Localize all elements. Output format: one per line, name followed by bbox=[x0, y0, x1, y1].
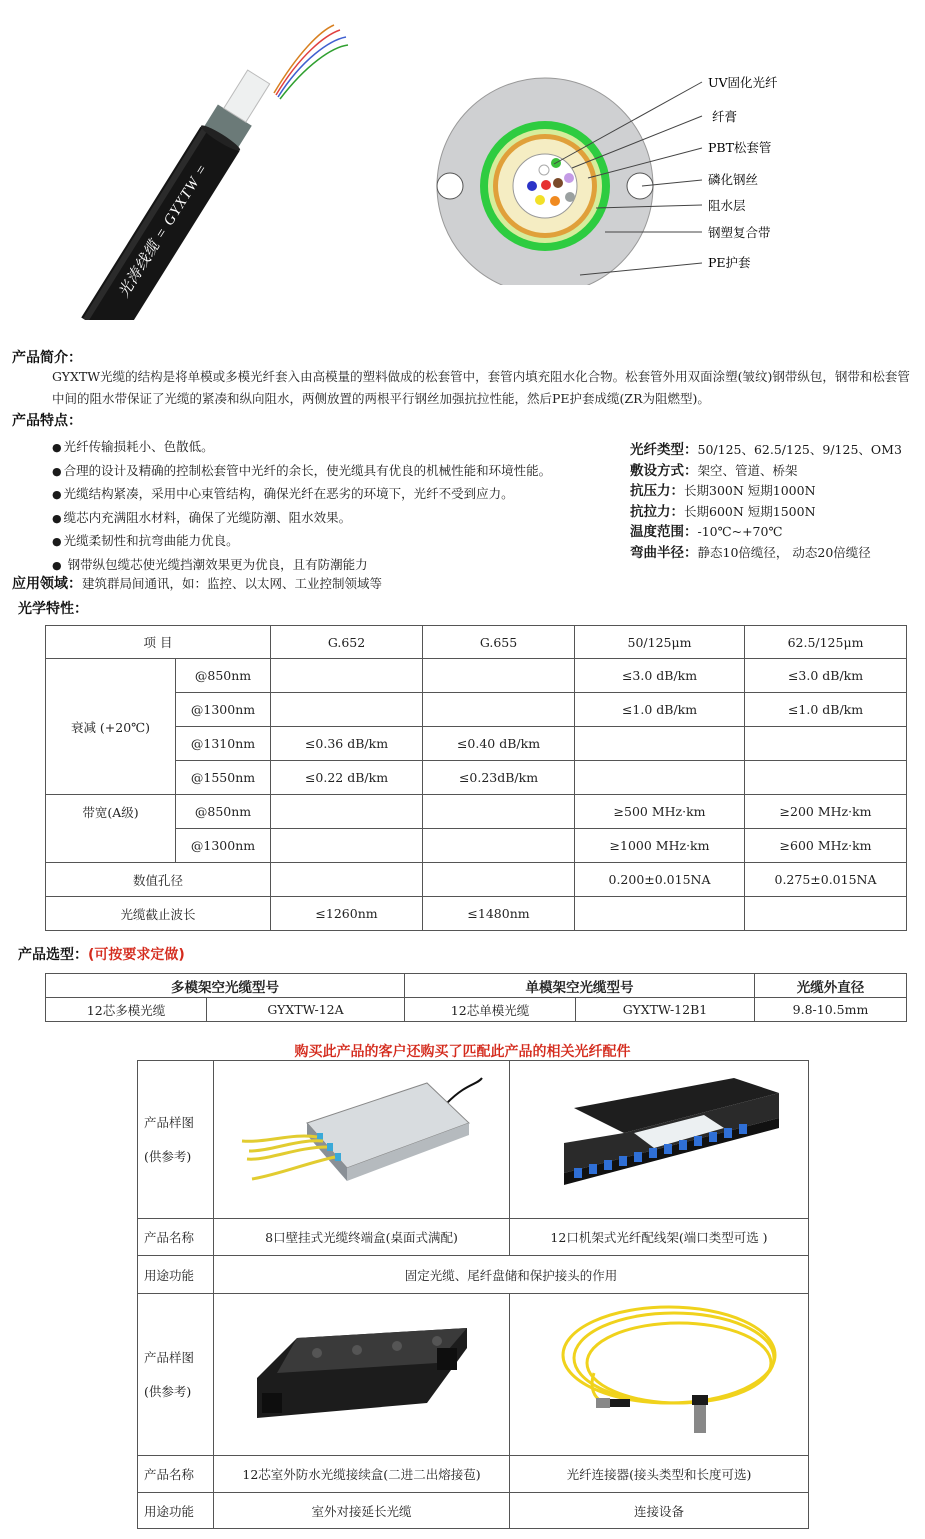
sample-sublabel: (供参考) bbox=[144, 1148, 192, 1164]
product-name-patch-panel: 12口机架式光纤配线架(端口类型可选 ) bbox=[510, 1219, 809, 1256]
table-cell: ≤0.22 dB/km bbox=[271, 761, 423, 795]
label-fiber-gel: 纤膏 bbox=[712, 109, 738, 124]
table-cell: ≤0.23dB/km bbox=[423, 761, 575, 795]
selection-title: 产品选型： bbox=[18, 947, 88, 963]
table-cell: GYXTW-12A bbox=[207, 998, 405, 1022]
spec-temperature: 温度范围：-10℃~+70℃ bbox=[630, 524, 783, 541]
spec-crush: 抗压力：长期300N 短期1000N bbox=[630, 483, 816, 500]
table-cell bbox=[745, 727, 907, 761]
spec-list bbox=[630, 440, 902, 564]
header-mm625: 62.5/125μm bbox=[745, 626, 907, 659]
patch-cord-picture bbox=[534, 1303, 784, 1443]
application-line bbox=[12, 573, 382, 593]
header-g655: G.655 bbox=[423, 626, 575, 659]
application-value: 建筑群局间通讯，如：监控、以太网、工业控制领域等 bbox=[82, 576, 383, 591]
spec-bend-radius: 弯曲半径：静态10倍缆径， 动态20倍缆径 bbox=[630, 544, 871, 561]
spec-laying: 敷设方式：架空、管道、桥架 bbox=[630, 462, 798, 479]
label-pe-sheath: PE护套 bbox=[708, 255, 751, 270]
sample-label-cell bbox=[138, 1061, 214, 1219]
attenuation-label: 衰减 (+20℃) bbox=[46, 659, 176, 795]
table-cell: @1550nm bbox=[176, 761, 271, 795]
sample-label: 产品样图 bbox=[144, 1349, 195, 1365]
product-image-patch-panel bbox=[510, 1061, 809, 1219]
table-cell: @850nm bbox=[176, 795, 271, 829]
label-steel-plastic-tape: 钢塑复合带 bbox=[708, 225, 771, 240]
use-label: 用途功能 bbox=[138, 1256, 214, 1294]
table-cell bbox=[575, 897, 745, 931]
table-cell: ≤3.0 dB/km bbox=[575, 659, 745, 693]
table-cell bbox=[423, 863, 575, 897]
optical-table bbox=[45, 625, 907, 931]
table-cell bbox=[271, 693, 423, 727]
table-cell bbox=[575, 761, 745, 795]
table-cell: ≥500 MHz·km bbox=[575, 795, 745, 829]
selection-header-mm: 多模架空光缆型号 bbox=[46, 974, 405, 998]
table-cell: ≤1.0 dB/km bbox=[575, 693, 745, 727]
cable-photo bbox=[40, 15, 370, 320]
table-cell bbox=[271, 659, 423, 693]
table-cell: GYXTW-12B1 bbox=[576, 998, 755, 1022]
table-cell: ≤1260nm bbox=[271, 897, 423, 931]
table-cell bbox=[423, 693, 575, 727]
feature-list bbox=[52, 436, 551, 578]
table-cell: @850nm bbox=[176, 659, 271, 693]
optical-title: 光学特性： bbox=[18, 601, 88, 617]
product-name-terminal-box: 8口壁挂式光缆终端盒(桌面式满配) bbox=[214, 1219, 510, 1256]
sample-label: 产品样图 bbox=[144, 1114, 195, 1130]
cutoff-label: 光缆截止波长 bbox=[46, 897, 271, 931]
spec-fiber-type: 光纤类型：50/125、62.5/125、9/125、OM3 bbox=[630, 442, 902, 458]
sample-sublabel: (供参考) bbox=[144, 1383, 192, 1399]
intro-text: GYXTW光缆的结构是将单模或多模光纤套入由高模量的塑料做成的松套管中，套管内填充阻水化合物。松套管外用双面涂塑(皱纹)钢带纵包，钢带和松套管中间的阻水带保证了光缆的紧凑和纵向阻水，两侧放置的两根平行钢丝加强抗拉性能，然后PE护套成缆(ZR为阻燃型)。 bbox=[52, 369, 910, 406]
table-cell: 12芯多模光缆 bbox=[46, 998, 207, 1022]
steel-wire-right bbox=[627, 173, 653, 199]
accessories-title: 购买此产品的客户还购买了匹配此产品的相关光纤配件 bbox=[294, 1044, 631, 1060]
fiber-strands bbox=[274, 25, 348, 99]
product-name-patch-cord: 光纤连接器(接头类型和长度可选) bbox=[510, 1456, 809, 1493]
table-cell bbox=[423, 659, 575, 693]
steel-wire-left bbox=[437, 173, 463, 199]
table-cell: 0.275±0.015NA bbox=[745, 863, 907, 897]
label-water-block: 阻水层 bbox=[708, 198, 746, 213]
aperture-label: 数值孔径 bbox=[46, 863, 271, 897]
table-cell: @1300nm bbox=[176, 829, 271, 863]
table-cell bbox=[575, 727, 745, 761]
table-cell: ≤0.36 dB/km bbox=[271, 727, 423, 761]
table-cell: 12芯单模光缆 bbox=[405, 998, 576, 1022]
table-cell bbox=[423, 829, 575, 863]
name-label: 产品名称 bbox=[138, 1219, 214, 1256]
use-block1: 固定光缆、尾纤盘储和保护接头的作用 bbox=[214, 1256, 809, 1294]
feature-item: ● 缆芯内充满阻水材料，确保了光缆防潮、阻水效果。 bbox=[52, 507, 551, 531]
table-cell: ≤3.0 dB/km bbox=[745, 659, 907, 693]
label-pbt-tube: PBT松套管 bbox=[708, 140, 772, 155]
use-label: 用途功能 bbox=[138, 1493, 214, 1529]
feature-item: ● 光缆结构紧凑，采用中心束管结构，确保光纤在恶劣的环境下，光纤不受到应力。 bbox=[52, 483, 551, 507]
table-cell bbox=[271, 863, 423, 897]
table-cell bbox=[271, 795, 423, 829]
label-uv-fiber: UV固化光纤 bbox=[708, 75, 778, 90]
label-steel-wire: 磷化钢丝 bbox=[708, 172, 759, 187]
table-cell: @1310nm bbox=[176, 727, 271, 761]
header-item: 项 目 bbox=[46, 626, 271, 659]
product-image-patch-cord bbox=[510, 1294, 809, 1456]
header-g652: G.652 bbox=[271, 626, 423, 659]
cable-print-text: 光涛线缆 = GYXTW = bbox=[116, 160, 212, 301]
bandwidth-label: 带宽(A级) bbox=[46, 795, 176, 863]
feature-item: ● 合理的设计及精确的控制松套管中光纤的余长，使光缆具有优良的机械性能和环境性能。 bbox=[52, 460, 551, 484]
cross-section-diagram bbox=[420, 60, 890, 285]
table-cell: 0.200±0.015NA bbox=[575, 863, 745, 897]
selection-heading bbox=[18, 944, 185, 964]
selection-table bbox=[45, 973, 907, 1022]
patch-panel-picture bbox=[534, 1073, 784, 1203]
accessories-table bbox=[137, 1060, 809, 1529]
terminal-box-picture bbox=[237, 1073, 487, 1203]
table-cell bbox=[745, 761, 907, 795]
name-label: 产品名称 bbox=[138, 1456, 214, 1493]
table-cell: ≥1000 MHz·km bbox=[575, 829, 745, 863]
use-patch-cord: 连接设备 bbox=[510, 1493, 809, 1529]
table-cell: ≥600 MHz·km bbox=[745, 829, 907, 863]
application-label: 应用领域： bbox=[12, 576, 82, 592]
table-cell: ≤1480nm bbox=[423, 897, 575, 931]
selection-header-sm: 单模架空光缆型号 bbox=[405, 974, 755, 998]
closure-picture bbox=[237, 1308, 487, 1438]
sample-label-cell bbox=[138, 1294, 214, 1456]
product-name-closure: 12芯室外防水光缆接续盒(二进二出熔接苞) bbox=[214, 1456, 510, 1493]
use-closure: 室外对接延长光缆 bbox=[214, 1493, 510, 1529]
feature-item: ● 光纤传输损耗小、色散低。 bbox=[52, 436, 551, 460]
spec-tensile: 抗拉力：长期600N 短期1500N bbox=[630, 503, 816, 520]
table-cell: 9.8-10.5mm bbox=[755, 998, 907, 1022]
header-mm50: 50/125μm bbox=[575, 626, 745, 659]
selection-note: (可按要求定做) bbox=[88, 947, 185, 963]
intro-title: 产品简介： bbox=[12, 350, 82, 366]
table-cell bbox=[271, 829, 423, 863]
table-cell: ≥200 MHz·km bbox=[745, 795, 907, 829]
features-title: 产品特点： bbox=[12, 413, 82, 429]
feature-item: ● 钢带纵包缆芯使光缆挡潮效果更为优良，且有防潮能力 bbox=[52, 554, 551, 578]
table-cell: ≤1.0 dB/km bbox=[745, 693, 907, 727]
table-cell bbox=[745, 897, 907, 931]
feature-item: ● 光缆柔韧性和抗弯曲能力优良。 bbox=[52, 530, 551, 554]
table-cell: @1300nm bbox=[176, 693, 271, 727]
table-cell: ≤0.40 dB/km bbox=[423, 727, 575, 761]
product-image-closure bbox=[214, 1294, 510, 1456]
product-image-terminal-box bbox=[214, 1061, 510, 1219]
selection-header-diameter: 光缆外直径 bbox=[755, 974, 907, 998]
table-cell bbox=[423, 795, 575, 829]
